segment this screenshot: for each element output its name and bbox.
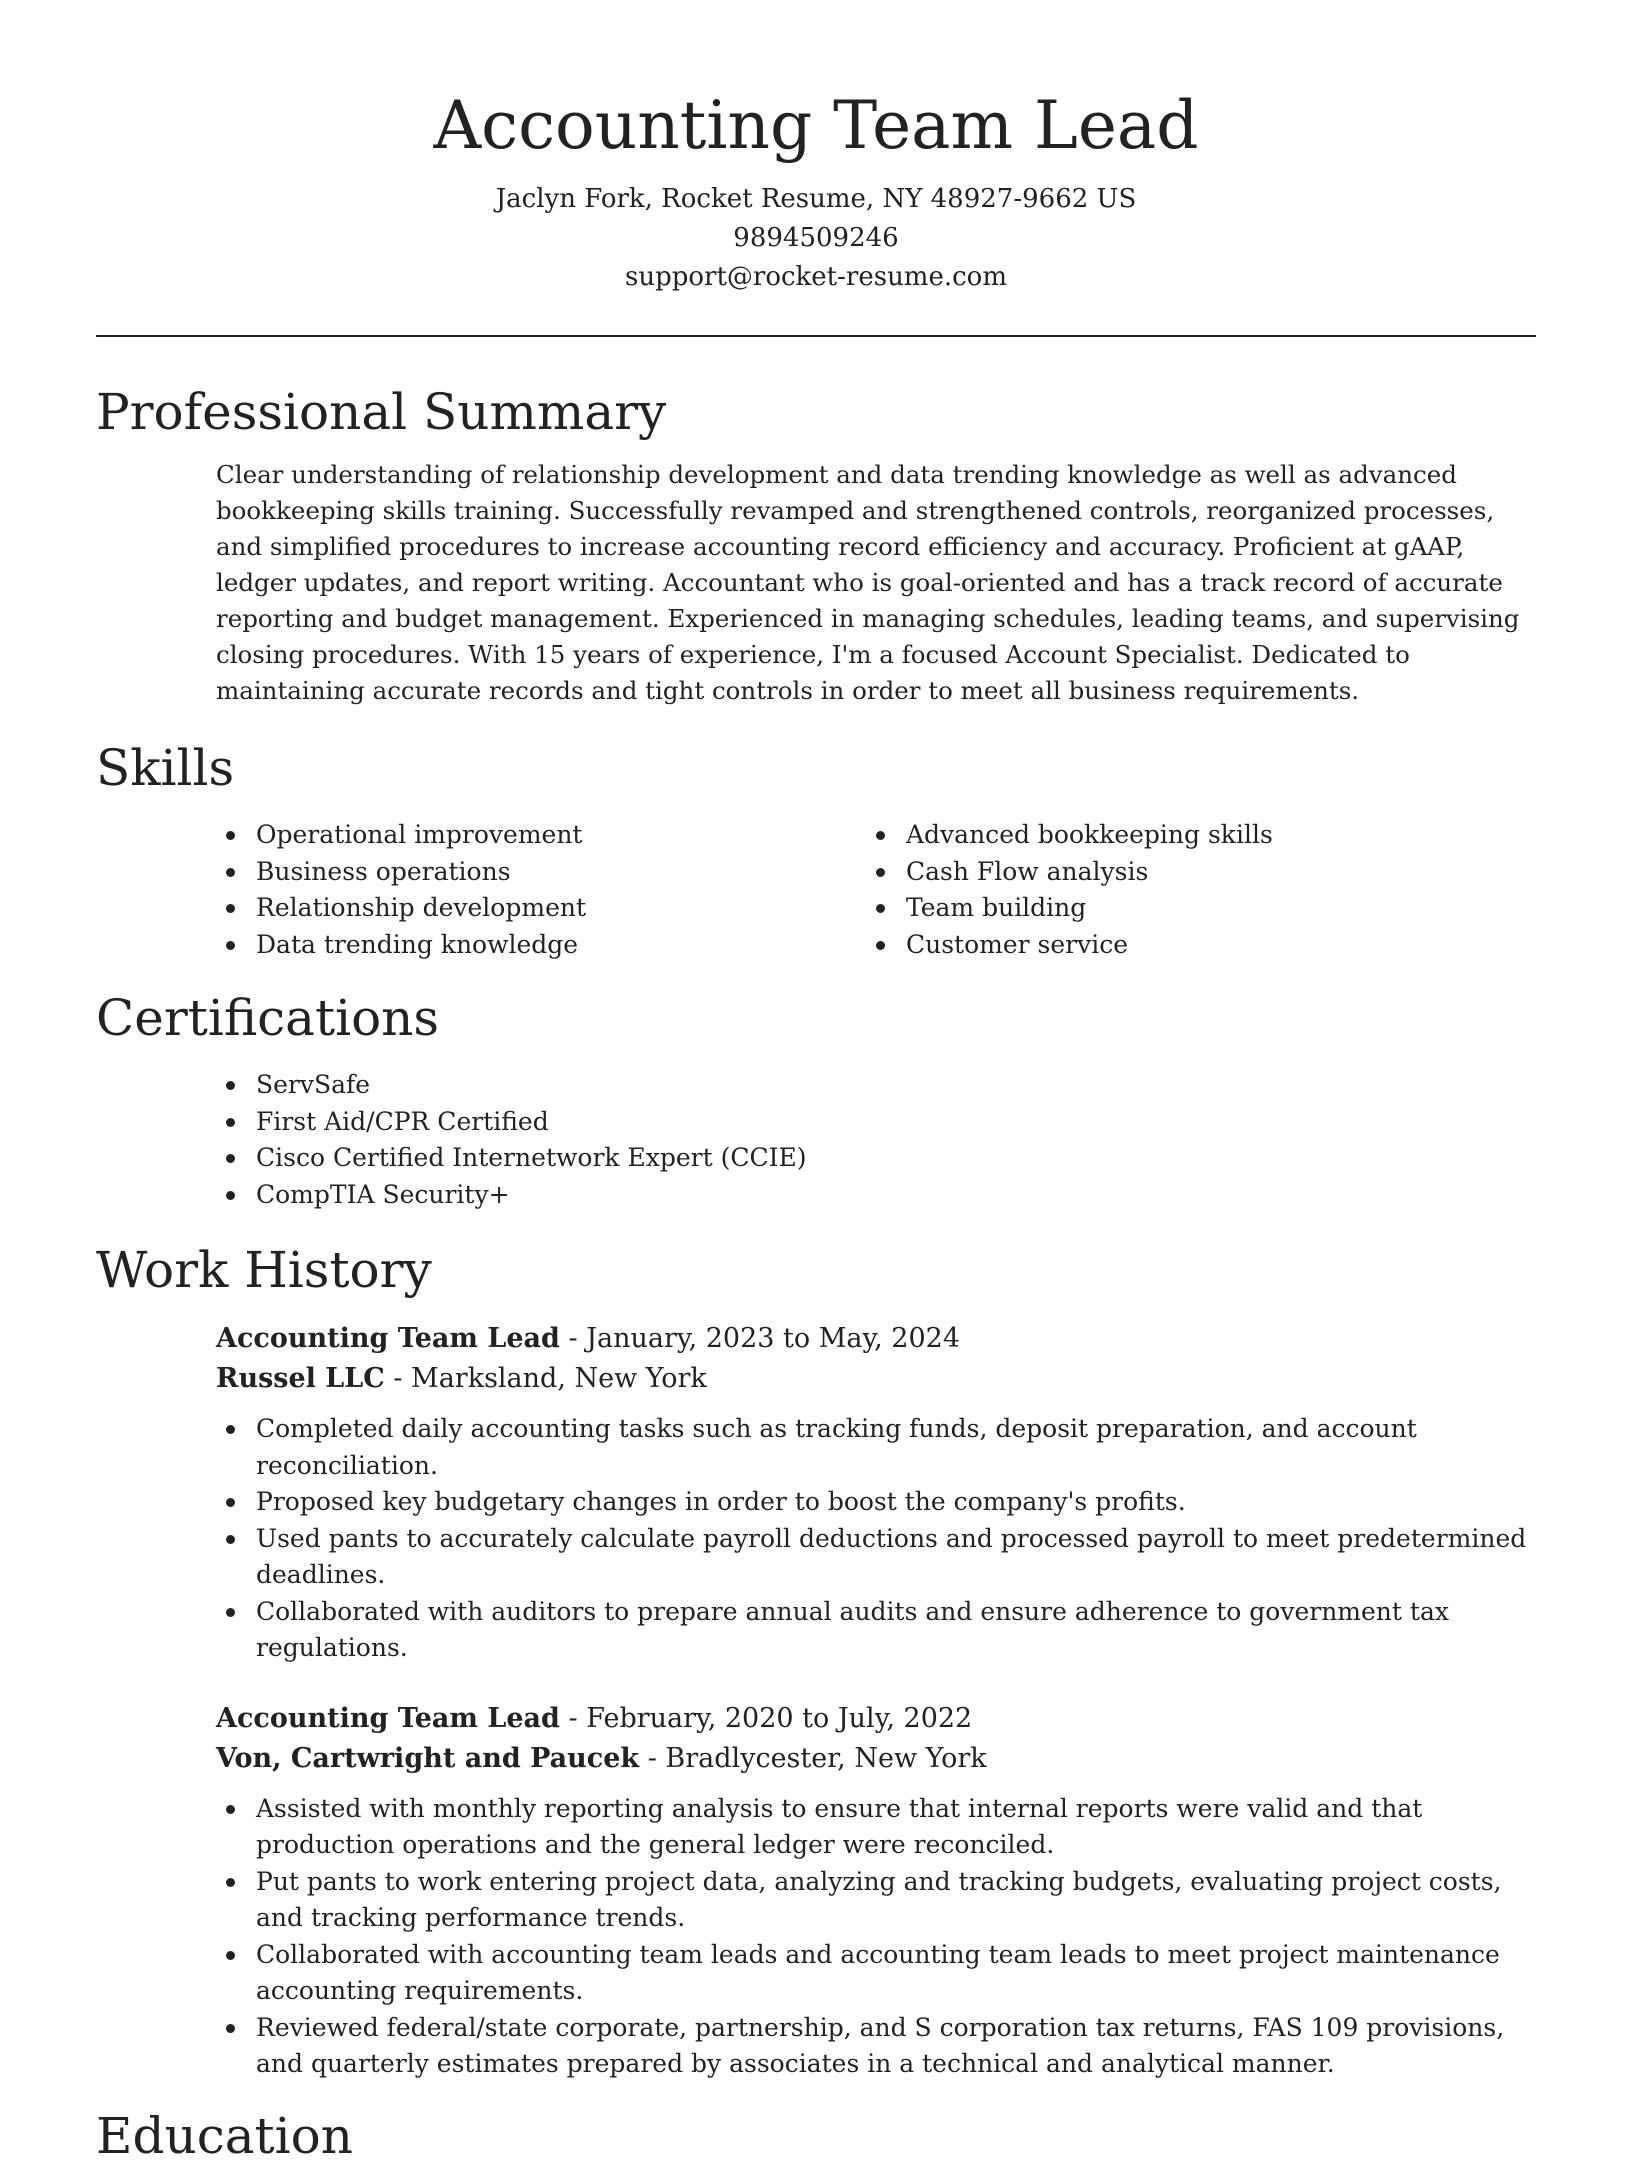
summary-heading: Professional Summary	[96, 383, 667, 441]
job-location: - Bradlycester, New York	[639, 1742, 987, 1774]
job-company: Von, Cartwright and Paucek	[216, 1742, 640, 1774]
certification-item: ServSafe	[212, 1067, 1536, 1104]
job-company: Russel LLC	[216, 1363, 385, 1394]
work-history-heading: Work History	[96, 1241, 432, 1299]
certification-item: CompTIA Security+	[212, 1177, 1536, 1214]
job-duty: Proposed key budgetary changes in order to boost the company's profits.	[212, 1484, 1542, 1521]
certifications-list	[212, 1067, 1536, 1213]
skill-item: Customer service	[862, 927, 1512, 964]
summary-text: Clear understanding of relationship development and data trending knowledge as well as advanced bookkeeping skills training. Successfully revamped and strengthened controls, reorganized processes, and simplified procedures to increase accounting record efficiency and accuracy. Proficient at gAAP, ledger updates, and report writing. Accountant who is goal-oriented and has a track record of accurate reporting and budget management. Experienced in managing schedules, leading teams, and supervising closing procedures. With 15 years of experience, I'm a focused Account Specialist. Dedicated to maintaining accurate records and tight controls in order to meet all business requirements.	[216, 460, 1520, 705]
contact-email: support@rocket-resume.com	[624, 262, 1007, 292]
job-location: - Marksland, New York	[384, 1363, 707, 1394]
skill-item: Team building	[862, 890, 1512, 927]
skills-list-right	[862, 817, 1512, 963]
job-company-line	[216, 1739, 1536, 1779]
certification-item: First Aid/CPR Certified	[212, 1104, 1536, 1141]
education-heading: Education	[96, 2106, 353, 2165]
job-duty: Reviewed federal/state corporate, partnership, and S corporation tax returns, FAS 109 provisions, and quarterly estimates prepared by associates in a technical and analytical manner.	[212, 2010, 1542, 2083]
skills-heading: Skills	[96, 739, 235, 797]
contact-phone: 9894509246	[733, 223, 899, 253]
skills-list-left	[212, 817, 862, 963]
job-title-line	[216, 1319, 1536, 1359]
skill-item: Relationship development	[212, 890, 862, 927]
contact-address: Jaclyn Fork, Rocket Resume, NY 48927-9662 US	[495, 184, 1137, 214]
job-duty: Assisted with monthly reporting analysis to ensure that internal reports were valid and that production operations and the general ledger were reconciled.	[212, 1791, 1542, 1864]
job-dates: - February, 2020 to July, 2022	[559, 1702, 973, 1734]
job-duty: Completed daily accounting tasks such as tracking funds, deposit preparation, and account reconciliation.	[212, 1411, 1542, 1484]
job-duties-list	[212, 1791, 1542, 2083]
resume-title: Accounting Team Lead	[433, 87, 1199, 164]
job-duty: Used pants to accurately calculate payroll deductions and processed payroll to meet predetermined deadlines.	[212, 1521, 1542, 1594]
job-entry	[216, 1699, 1536, 2083]
job-duty: Put pants to work entering project data, analyzing and tracking budgets, evaluating project costs, and tracking performance trends.	[212, 1864, 1542, 1937]
job-duties-list	[212, 1411, 1542, 1667]
skills-columns	[96, 817, 1536, 963]
job-duty: Collaborated with auditors to prepare annual audits and ensure adherence to government tax regulations.	[212, 1594, 1542, 1667]
skill-item: Advanced bookkeeping skills	[862, 817, 1512, 854]
resume-header	[96, 0, 1536, 297]
skill-item: Data trending knowledge	[212, 927, 862, 964]
job-company-line	[216, 1359, 1536, 1399]
contact-block	[96, 180, 1536, 297]
job-duty: Collaborated with accounting team leads and accounting team leads to meet project maintenance accounting requirements.	[212, 1937, 1542, 2010]
certification-item: Cisco Certified Internetwork Expert (CCIE)	[212, 1140, 1536, 1177]
job-title: Accounting Team Lead	[216, 1323, 560, 1354]
job-title: Accounting Team Lead	[216, 1702, 560, 1734]
header-divider	[96, 335, 1536, 337]
skill-item: Business operations	[212, 854, 862, 891]
job-dates: - January, 2023 to May, 2024	[559, 1323, 961, 1354]
certifications-heading: Certifications	[96, 989, 440, 1047]
skill-item: Cash Flow analysis	[862, 854, 1512, 891]
job-entry	[216, 1319, 1536, 1667]
skill-item: Operational improvement	[212, 817, 862, 854]
job-title-line	[216, 1699, 1536, 1739]
